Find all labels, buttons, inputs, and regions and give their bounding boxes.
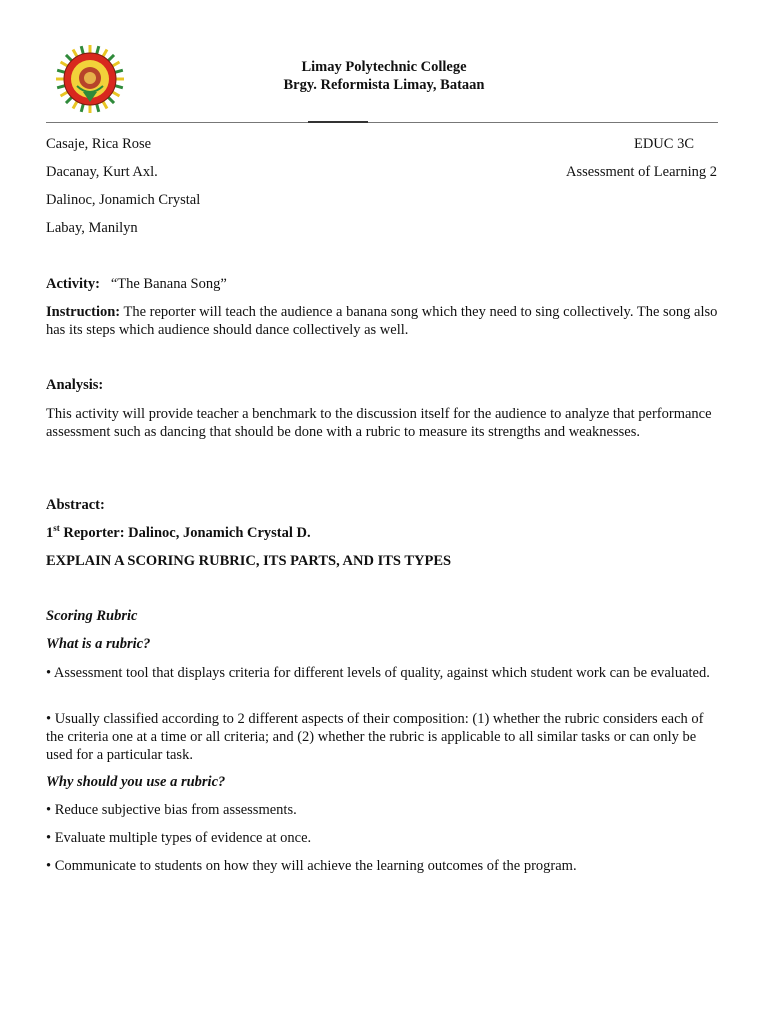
- section-title: Scoring Rubric: [46, 608, 138, 624]
- header-divider-accent: [308, 121, 368, 123]
- activity-label: Activity:: [46, 276, 100, 292]
- college-address: Brgy. Reformista Limay, Bataan: [283, 77, 485, 93]
- member-name: Labay, Manilyn: [46, 220, 138, 236]
- seal-ray: [97, 46, 99, 54]
- seal-ray: [103, 102, 107, 109]
- bullet-item: • Communicate to students on how they will achieve the learning outcomes of the program.: [46, 858, 577, 874]
- seal-ray: [103, 50, 107, 57]
- seal-ray: [66, 97, 72, 103]
- analysis-text: This activity will provide teacher a benchmark to the discussion itself for the audience to analyze that performance assessment such as dancing that should be done with a rubric to measure its strengths and weaknesses.: [46, 406, 712, 440]
- question-heading: Why should you use a rubric?: [46, 774, 226, 790]
- seal-ray: [81, 104, 83, 112]
- member-name: Dacanay, Kurt Axl.: [46, 164, 158, 180]
- bullet-item: • Assessment tool that displays criteria for different levels of quality, against which student work can be evaluated.: [46, 665, 710, 681]
- seal-ray: [97, 104, 99, 112]
- activity-title: “The Banana Song”: [110, 276, 227, 292]
- activity-line: [46, 276, 227, 293]
- bullet-item: • Reduce subjective bias from assessments.: [46, 802, 297, 818]
- seal-ray: [108, 97, 114, 103]
- course-subject: Assessment of Learning 2: [565, 164, 717, 180]
- instruction-label: Instruction:: [46, 304, 121, 320]
- member-name: Dalinoc, Jonamich Crystal: [46, 192, 201, 208]
- document-header: [0, 58, 768, 94]
- seal-ray: [73, 50, 77, 57]
- reporter-line: 1st Reporter: Dalinoc, Jonamich Crystal D.: [46, 523, 311, 541]
- analysis-heading: Analysis:: [46, 377, 104, 393]
- bullet-item: • Evaluate multiple types of evidence at once.: [46, 830, 312, 846]
- seal-ray: [81, 46, 83, 54]
- college-name: Limay Polytechnic College: [301, 59, 467, 75]
- abstract-heading: Abstract:: [46, 497, 105, 513]
- course-code: EDUC 3C: [633, 136, 694, 152]
- instruction-text: The reporter will teach the audience a banana song which they need to sing collectively. The song also has its steps which audience should dance collectively as well.: [46, 304, 718, 338]
- question-heading: What is a rubric?: [46, 636, 151, 652]
- header-divider: [46, 122, 718, 123]
- seal-ray: [73, 102, 77, 109]
- topic-heading: EXPLAIN A SCORING RUBRIC, ITS PARTS, AND ITS TYPES: [46, 553, 452, 569]
- bullet-item: • Usually classified according to 2 different aspects of their composition: (1) whether the rubric considers each of the criteria one at a time or all criteria; and (2) whether the rubric is applicable to all similar tasks or can only be used for a particular task.: [46, 711, 704, 763]
- instruction-paragraph: [46, 303, 718, 339]
- member-name: Casaje, Rica Rose: [46, 136, 152, 152]
